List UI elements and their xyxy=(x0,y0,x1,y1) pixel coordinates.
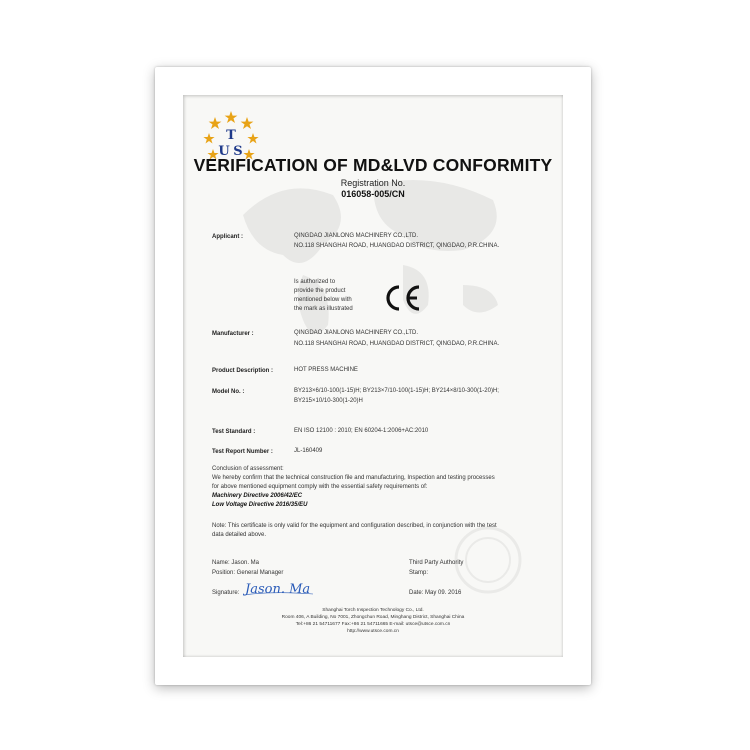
product-label: Product Description : xyxy=(212,368,274,374)
conclusion-line-2: for above mentioned equipment comply with the essential safety requirements of: xyxy=(212,484,428,490)
footer-website: http://www.utsce.com.cn xyxy=(347,629,399,634)
note-line-2: data detailed above. xyxy=(212,532,267,538)
applicant-address: NO.118 SHANGHAI ROAD, HUANGDAO DISTRICT, QINGDAO, P.R.CHINA. xyxy=(294,243,500,249)
footer-company: Shanghai Torch Inspection Technology Co., Ltd. xyxy=(322,608,424,613)
signature-label: Signature: xyxy=(212,590,240,596)
directive-low-voltage: Low Voltage Directive 2016/35/EU xyxy=(212,502,308,508)
third-party-authority-label: Third Party Authority xyxy=(409,560,464,566)
authorization-line-4: the mark as illustrated xyxy=(294,306,353,312)
footer-contact: Tel:+86 21 54711677 Fax:+86 21 54711665 E-mail: utsce@utsce.com.cn xyxy=(295,622,451,627)
note-line-1: Note: This certificate is only valid for the equipment and configuration described, in conjunction with the test xyxy=(212,523,497,529)
ce-mark-icon xyxy=(382,283,424,313)
model-label: Model No. : xyxy=(212,389,245,395)
signatory-position: Position: General Manager xyxy=(212,570,284,576)
manufacturer-address: NO.118 SHANGHAI ROAD, HUANGDAO DISTRICT, QINGDAO, P.R.CHINA. xyxy=(294,341,500,347)
certificate-sheet xyxy=(183,95,563,657)
signature-text: Jason. Ma xyxy=(245,582,311,597)
manufacturer-label: Manufacturer : xyxy=(212,331,254,337)
registration-label: Registration No. xyxy=(340,178,406,188)
product-value: HOT PRESS MACHINE xyxy=(294,367,358,373)
test-report-value: JL-160409 xyxy=(294,448,323,454)
authorization-line-1: Is authorized to xyxy=(294,279,336,285)
test-report-label: Test Report Number : xyxy=(212,449,273,455)
conclusion-heading: Conclusion of assessment: xyxy=(212,466,284,472)
logo-star-icon xyxy=(203,133,214,144)
logo-letter-s: S xyxy=(233,144,243,159)
logo-letter-u: U xyxy=(218,144,230,159)
stamp-label: Stamp: xyxy=(409,570,429,576)
authorization-line-3: mentioned below with xyxy=(294,297,352,303)
test-standard-value: EN ISO 12100 : 2010; EN 60204-1:2006+AC:2010 xyxy=(294,428,429,434)
logo-star-icon xyxy=(209,117,222,129)
issue-date: Date: May 09. 2016 xyxy=(409,590,462,596)
logo-star-icon xyxy=(225,111,238,123)
model-line-2: BY215×10/10-300(1-20)H xyxy=(294,398,363,404)
test-standard-label: Test Standard : xyxy=(212,429,256,435)
certificate-title: VERIFICATION OF MD&LVD CONFORMITY xyxy=(193,155,553,175)
manufacturer-name: QINGDAO JIANLONG MACHINERY CO.,LTD. xyxy=(294,330,419,336)
authorization-line-2: provide the product xyxy=(294,288,346,294)
handwritten-signature xyxy=(243,579,323,597)
logo-letter-t: T xyxy=(226,128,236,143)
logo-star-icon xyxy=(241,117,254,129)
picture-frame xyxy=(155,67,591,685)
logo-star-icon xyxy=(247,133,258,144)
signatory-name: Name: Jason. Ma xyxy=(212,560,260,566)
directive-machinery: Machinery Directive 2006/42/EC xyxy=(212,493,303,499)
model-line-1: BY213×6/10-100(1-15)H; BY213×7/10-100(1-15)H; BY214×8/10-300(1-20)H; xyxy=(294,388,499,394)
seal-watermark xyxy=(453,525,523,595)
registration-number: 016058-005/CN xyxy=(341,189,405,199)
applicant-name: QINGDAO JIANLONG MACHINERY CO.,LTD. xyxy=(294,233,419,239)
conclusion-line-1: We hereby confirm that the technical construction file and manufacturing, Inspection and testing processes xyxy=(212,475,495,481)
footer-address: Room 406, A Building, No 7001, Zhongchun Road, Minghang District, Shanghai China xyxy=(281,615,465,620)
applicant-label: Applicant : xyxy=(212,234,243,240)
